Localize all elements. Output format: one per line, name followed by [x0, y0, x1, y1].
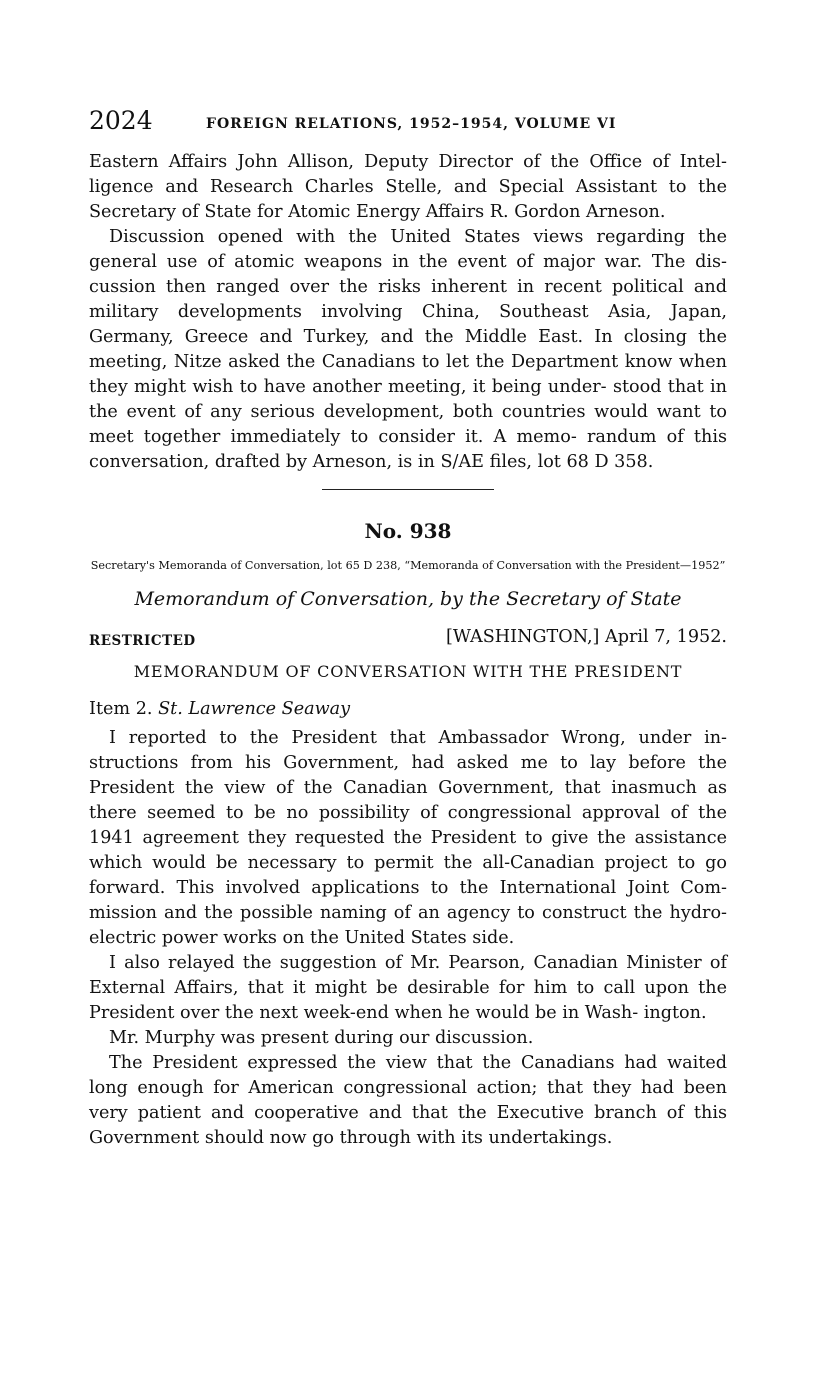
preceding-paragraph-2: [89, 225, 727, 475]
item-label: Item 2.: [89, 699, 153, 719]
text-line: long enough for American congressional action; that they had been: [89, 1078, 727, 1098]
text-line: lot 68 D 358.: [537, 452, 654, 472]
place-date: [WASHINGTON,] April 7, 1952.: [445, 627, 727, 647]
text-line: hydro-electric power works on the United States side.: [89, 903, 727, 948]
classification-date-line: [89, 627, 727, 655]
text-line: mission and the possible naming of an agency to construct the: [89, 903, 670, 923]
text-line: I reported to the President that Ambassador Wrong, under in-: [109, 728, 727, 748]
body-paragraph-1: [89, 726, 727, 951]
text-line: very patient and cooperative and that the Executive branch of this: [89, 1103, 727, 1123]
body-paragraph-3: [89, 1026, 727, 1051]
text-line: meeting, Nitze asked the Canadians to let the Department know: [89, 352, 679, 372]
text-line: Eastern Affairs John Allison, Deputy Director of the Office of Intel-: [89, 152, 727, 172]
text-line: Government should now go through with its undertakings.: [89, 1128, 613, 1148]
text-line: there seemed to be no possibility of congressional approval of the: [89, 803, 727, 823]
document-title: Memorandum of Conversation, by the Secretary of State: [134, 588, 682, 610]
item-heading: [89, 697, 727, 722]
text-line: would want to meet together immediately to consider it. A memo-: [89, 402, 728, 447]
item-title: St. Lawrence Seaway: [158, 699, 351, 719]
memo-subject: MEMORANDUM OF CONVERSATION WITH THE PRESIDENT: [133, 662, 683, 681]
text-line: stood that in the event of any serious development, both countries: [89, 377, 728, 422]
text-line: of External Affairs, that it might be desirable for him to call upon: [89, 953, 727, 998]
running-title: FOREIGN RELATIONS, 1952–1954, VOLUME VI: [206, 116, 617, 132]
text-line: Germany, Greece and Turkey, and the Middle East. In closing the: [89, 327, 727, 347]
page-number: 2024: [89, 106, 153, 135]
text-line: the President over the next week-end when he would be in Wash-: [89, 978, 727, 1023]
text-line: Secretary of State for Atomic Energy Affairs R. Gordon Arneson.: [89, 202, 666, 222]
preceding-paragraph-1: [89, 150, 727, 225]
text-line: general use of atomic weapons in the event of major war. The dis-: [89, 252, 727, 272]
text-line: 1941 agreement they requested the President to give the assistance: [89, 828, 727, 848]
classification-label: RESTRICTED: [89, 633, 196, 649]
text-line: ligence and Research Charles Stelle, and Special Assistant to the: [89, 177, 727, 197]
text-line: Mr. Murphy was present during our discussion.: [109, 1028, 534, 1048]
text-line: President the view of the Canadian Government, that inasmuch as: [89, 778, 727, 798]
text-line: I also relayed the suggestion of Mr. Pearson, Canadian Minister: [109, 953, 710, 973]
text-line: randum of this conversation, drafted by Arneson, is in S/AE files,: [89, 427, 727, 472]
text-line: which would be necessary to permit the all-Canadian project to go: [89, 853, 727, 873]
text-line: structions from his Government, had asked me to lay before the: [89, 753, 727, 773]
page-header: [89, 106, 727, 140]
source-note: Secretary's Memoranda of Conversation, lot 65 D 238, “Memoranda of Conversation with the President—1952”: [90, 559, 726, 572]
body-paragraph-4: [89, 1051, 727, 1151]
section-divider: [322, 489, 494, 490]
text-line: ington.: [643, 1003, 707, 1023]
document-number: No. 938: [364, 519, 452, 543]
text-line: The President expressed the view that the Canadians had waited: [109, 1053, 727, 1073]
text-line: when they might wish to have another meeting, it being under-: [89, 352, 727, 397]
text-line: military developments involving China, Southeast Asia, Japan,: [89, 302, 727, 322]
text-line: forward. This involved applications to the International Joint Com-: [89, 878, 727, 898]
text-line: cussion then ranged over the risks inherent in recent political and: [89, 277, 727, 297]
text-line: Discussion opened with the United States views regarding the: [109, 227, 727, 247]
body-paragraph-2: [89, 951, 727, 1026]
document-page: [89, 106, 727, 1151]
